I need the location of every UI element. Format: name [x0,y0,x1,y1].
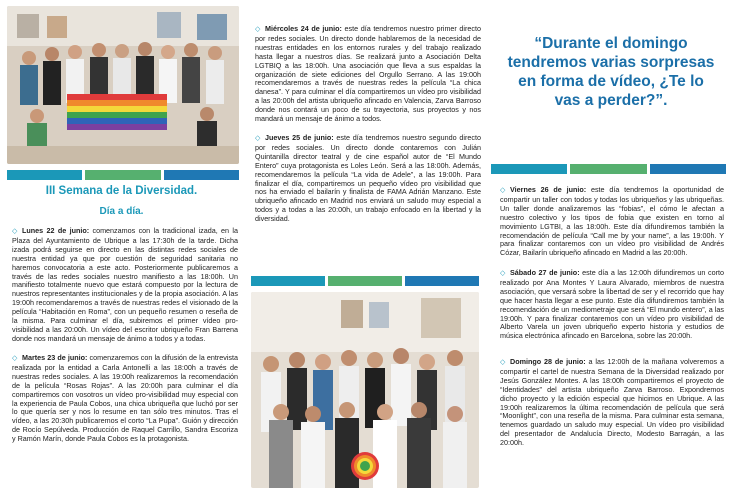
left-panel [0,0,243,495]
entry-text: comenzaremos con la difusión de la entrevista realizada por la entidad a Carla Antonelli a las 18:00h a través de nuestras redes sociales. A las 19:00h realizaremos la recomendación de la película “Rosas Rojas”. A las 20:00h para culminar el día compartiremos con vosotros un vídeo pro-visibilidad muy especial con la experiencia de Paula Cobos, una chica ubriqueña que luchó por ser lo que quería ser y nos lo resume en tan sólo tres minutos. Tras el vídeo, a las 20:30h publicaremos el corto “La Pupa”. Guión y dirección de Rocío Sepúlveda. Producción de Raquel Carrillo, Sandra Escoriza y Ramón Marín, donde Paula Cobos es la protagonista. [12,353,238,444]
pull-quote: “Durante el domingo tendremos varias sorpresas en forma de vídeo, ¿Te lo vas a perder?”. [507,35,715,109]
entry-viernes [500,186,724,258]
middle-panel [243,0,487,495]
entry-sabado [500,269,724,341]
bar-teal [491,164,567,174]
diamond-bullet-icon: ◇ [12,355,18,362]
entry-day: Martes 23 de junio: [22,353,88,362]
diamond-bullet-icon: ◇ [500,270,506,277]
section-title: III Semana de la Diversidad. [45,185,198,197]
entry-miercoles [255,25,481,124]
group-photo-rainbow-flag [7,6,239,164]
diamond-bullet-icon: ◇ [500,187,506,194]
bar-blue [650,164,726,174]
bar-green [328,276,402,286]
color-bars-right [491,164,726,174]
entry-text: este día a las 12:00h difundiremos un corto realizado por Ana Montes Y Laura Alvarado, miembros de nuestra asociación, que versará sobre la libertad de ser y el recorrido que hay que hacer hasta llegar a ese punto. Este día difundiremos también la recomendación de un mediometraje que será “El mundo entero”, a las 19:00h. Y para finalizar contaremos con un vídeo pro visibilidad de Alberto Varela un joven ubriqueño experto historia y estudios de música electrónica afincado en Barcelona, sobre las 20:00h. [500,268,724,341]
entry-domingo [500,358,724,448]
section-subtitle: Día a día. [99,206,144,217]
bar-green [570,164,646,174]
right-panel [487,0,730,495]
entry-text: a las 12:00h de la mañana volveremos a compartir el cartel de nuestra Semana de la Diversidad realizado por Jesús González Montes. A las 18:00h compartiremos el proyecto de “Identidades” del artista ubriqueño Zarva Barroso. Expondremos dicho proyecto y la edición especial que hicimos en Ubrique. A las 19:00h realizaremos la última recomendación de película que será “Moonlight”, con una reseña de la misma. Para culminar esta semana, tenemos guardado un saludo muy especial. Un vídeo pro visibilidad del presentador de Andalucía Directo, Modesto Barragán, a las 20:00h. [500,357,724,448]
entry-lunes [12,227,238,344]
entry-text: este día tendremos nuestro segundo directo por redes sociales. Un directo donde contaremos con Julián Quintanilla director teatral y de cine español autor de “El Mundo Entero” cuya protagonista es Loles León. Será a las 18:00h. Además, recomendaremos la película “La vida de Adele”, a las 19:00h. Para finalizar el día, compartiremos un pequeño vídeo pro visibilidad que nos ha enviado el bailarín y finalista de FAMA Adrián Manzano. Este ubriqueño afincado en Madrid nos enviará un saludo muy especial a todos y a todas a las 20:00h, un trabajo enfocado en la libertad y la diversidad. [255,133,481,224]
entry-day: Sábado 27 de junio: [510,268,580,277]
diamond-bullet-icon: ◇ [12,228,18,235]
diamond-bullet-icon: ◇ [255,135,261,142]
entry-text: este día tendremos la oportunidad de compartir un taller con todos y todas los ubriqueños y las ubriqueñas. Un taller donde analizaremos las “fobias”, el cómo le afectan a nuestro colectivo y los tipos de fobia que existen en torno al movimiento LGTBI, a las 18:00h. Este día difundiremos también la recomendación de película “Call me by your name”, a las 19:00h. Y para finalizar contaremos con un vídeo pro visibilidad de Andrés Cózar, Bailarín ubriqueño afincado en Madrid a las 20:00h. [500,185,724,258]
entry-text: comenzamos con la tradicional izada, en la Plaza del Ayuntamiento de Ubrique a las 17:30h de la tarde. Dicha izada podrá seguirse en directo en las distintas redes sociales de nuestra entidad ya que por cuestión de seguridad sanitaria no haremos convocatoria a este acto. Posteriormente publicaremos a través de las redes sociales nuestro manifiesto a las 18:00h. Un manifiesto totalmente nuevo que estará compuesto por la lectura de nuestros representantes institucionales y de la propia asociación. A las 19:00h recomendaremos a través de nuestras redes el visionado de la película “Habitación en Roma”, con un pequeño resumen o reseña de la misma. Para culminar el día, subiremos el primer vídeo pro-visibilidad a las 20:00h. Un vídeo del escritor ubriqueño Fran Barrena donde nos mandará un mensaje de ánimo a todos y a todas. [12,226,238,343]
bar-teal [251,276,325,286]
group-photo-2 [251,292,479,488]
entry-day: Domingo 28 de junio: [510,357,586,366]
entry-martes [12,354,238,444]
entry-day: Viernes 26 de junio: [510,185,587,194]
bar-blue [405,276,479,286]
entry-day: Lunes 22 de junio: [22,226,90,235]
bar-green [85,170,160,180]
bar-blue [164,170,239,180]
entry-text: este día tendremos nuestro primer directo por redes sociales. Un directo donde hablaremos de la necesidad de nuestras entidades en los entornos rurales y del trabajo realizado hasta llegar a nuestros días. Se realizará junto a Asociación Delta LGTBIQ a las 18:00h. Una asociación que lleva a sus espaldas la organización de siete ediciones del Orgullo Serrano. A las 19:00h recomendaremos a través de nuestras redes la película “La chica danesa”. Y para culminar el día compartiremos un vídeo pro visibilidad a las 20:00h del artista ubriqueño afincado en Valencia, Zarva Barroso donde nos contará un poco de su trayectoria, sus proyectos y nos mandará un mensaje de ánimo a todos. [255,24,481,124]
entry-jueves [255,134,481,224]
entry-day: Miércoles 24 de junio: [265,24,342,33]
diamond-bullet-icon: ◇ [255,26,261,33]
entry-day: Jueves 25 de junio: [265,133,334,142]
bar-teal [7,170,82,180]
color-bars-middle [251,276,479,286]
diamond-bullet-icon: ◇ [500,359,506,366]
color-bars-left [7,170,239,180]
